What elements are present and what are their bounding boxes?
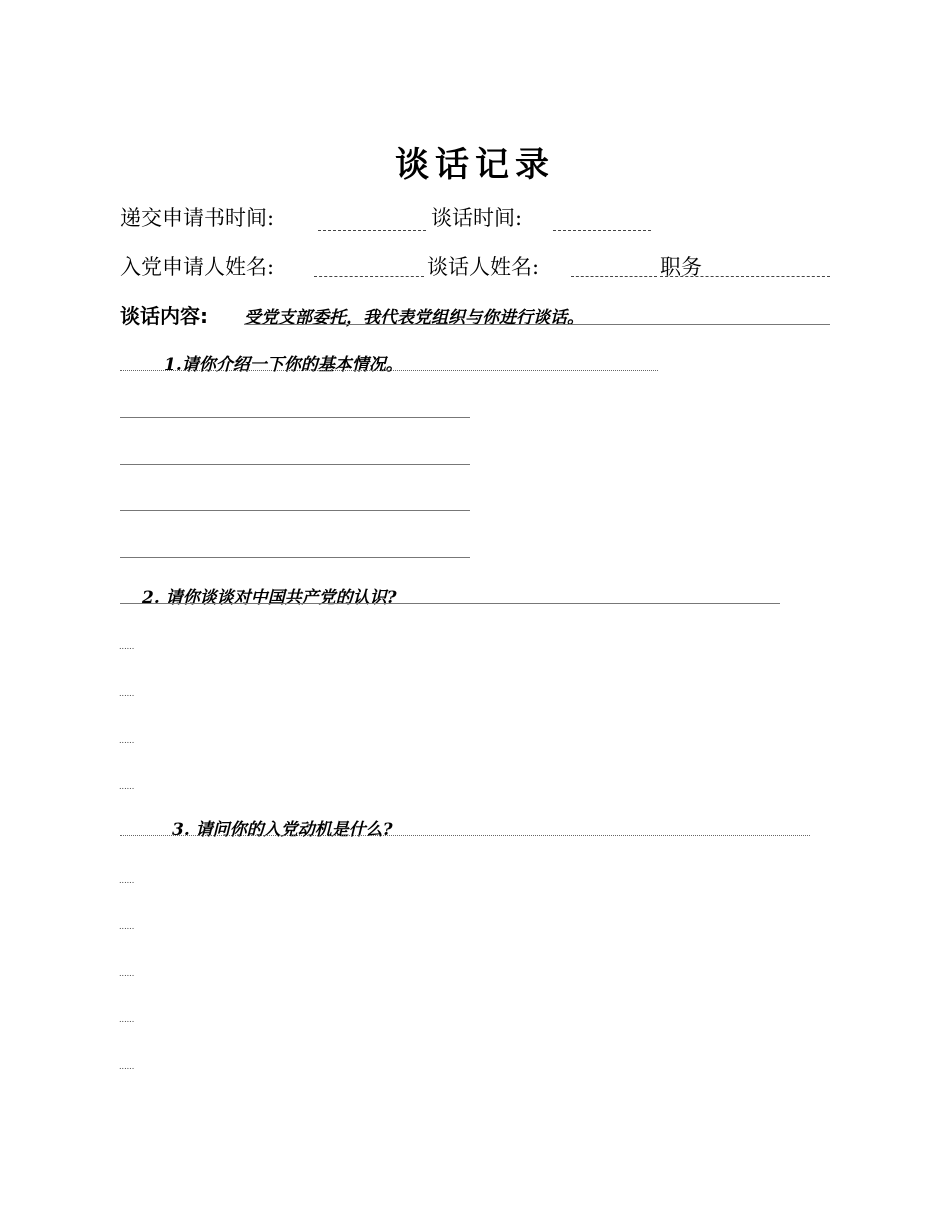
answer-line-marker[interactable]: ...... — [119, 876, 135, 885]
page-title: 谈话记录 — [395, 145, 555, 185]
talk-time-field[interactable] — [553, 230, 651, 231]
question-1: 1.请你介绍一下你的基本情况。 — [164, 355, 403, 375]
answer-line-marker[interactable]: ...... — [119, 922, 135, 931]
answer-line[interactable] — [120, 510, 470, 511]
answer-line[interactable] — [120, 557, 470, 558]
answer-line-marker[interactable]: ...... — [119, 1015, 135, 1024]
answer-line-marker[interactable]: ...... — [119, 736, 135, 745]
applicant-name-label: 入党申请人姓名: — [120, 255, 275, 279]
talk-content-underline — [244, 324, 830, 325]
talker-name-label: 谈话人姓名: — [427, 255, 540, 279]
talk-content-intro: 受党支部委托，我代表党组织与你进行谈话。 — [244, 308, 584, 328]
answer-line-marker[interactable]: ...... — [119, 689, 135, 698]
answer-line[interactable] — [120, 464, 470, 465]
applicant-name-field[interactable] — [314, 276, 424, 277]
position-label: 职务 — [660, 255, 702, 279]
talk-content-label: 谈话内容: — [120, 304, 208, 328]
answer-line-marker[interactable]: ...... — [119, 642, 135, 651]
question-2-underline — [120, 603, 780, 604]
question-2: 2. 请你谈谈对中国共产党的认识? — [142, 588, 397, 608]
talker-name-field[interactable] — [571, 276, 657, 277]
question-1-underline — [120, 370, 658, 371]
answer-line-marker[interactable]: ...... — [119, 969, 135, 978]
answer-line-marker[interactable]: ...... — [119, 1062, 135, 1071]
question-3-underline — [120, 835, 810, 836]
talk-time-label: 谈话时间: — [431, 206, 523, 230]
position-field[interactable] — [660, 276, 830, 277]
answer-line-marker[interactable]: ...... — [119, 782, 135, 791]
question-3: 3. 请问你的入党动机是什么? — [172, 820, 393, 840]
submit-time-field[interactable] — [318, 230, 426, 231]
submit-time-label: 递交申请书时间: — [120, 206, 275, 230]
answer-line[interactable] — [120, 417, 470, 418]
